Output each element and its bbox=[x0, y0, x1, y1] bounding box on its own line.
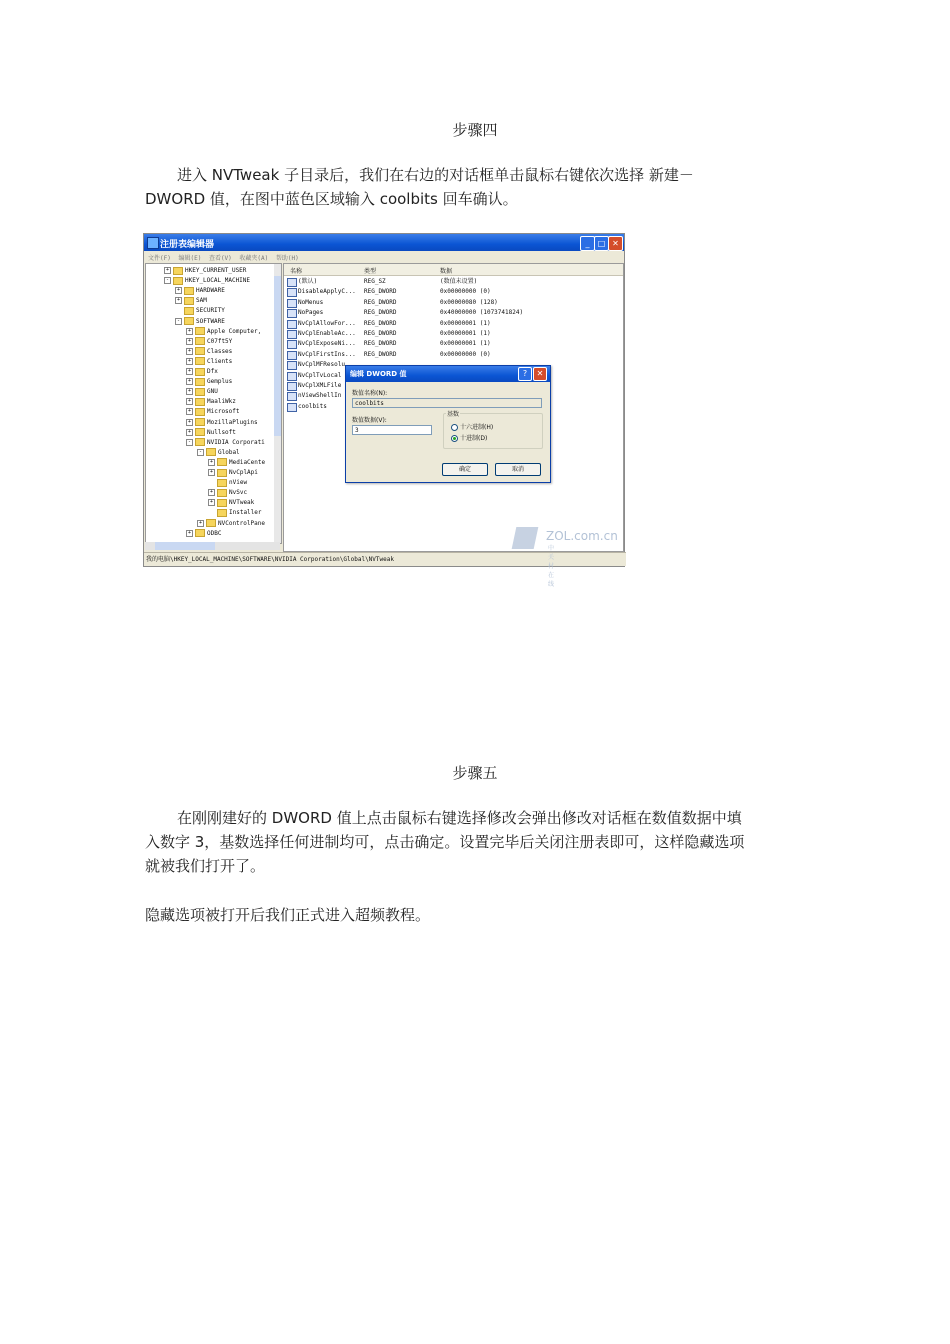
tree-item-label: MediaCente bbox=[229, 458, 266, 466]
value-name: NvCplExposeNi... bbox=[298, 340, 356, 348]
menu-edit[interactable]: 编辑(E) bbox=[178, 255, 202, 262]
expand-icon[interactable]: + bbox=[176, 287, 180, 294]
tree-item-label: NVControlPane bbox=[218, 519, 265, 527]
value-name: NoMenus bbox=[298, 298, 324, 306]
folder-icon bbox=[217, 499, 227, 507]
tree-item-label: C07ft5Y bbox=[207, 337, 233, 345]
value-name: DisableApplyC... bbox=[298, 288, 356, 296]
tree-horizontal-scrollbar[interactable] bbox=[145, 542, 280, 550]
folder-icon bbox=[206, 448, 216, 456]
tree-item-label: Gemplus bbox=[207, 378, 233, 386]
folder-icon bbox=[195, 357, 205, 365]
registry-value-row[interactable] bbox=[284, 350, 623, 360]
value-name: nViewShellIn bbox=[298, 392, 342, 400]
value-data: (数值未设置) bbox=[440, 278, 478, 285]
registry-value-row[interactable] bbox=[284, 339, 623, 349]
folder-icon bbox=[195, 428, 205, 436]
registry-value-icon bbox=[287, 340, 297, 349]
close-icon[interactable]: ✕ bbox=[608, 236, 623, 251]
value-data: 0x40000000 (1073741824) bbox=[440, 309, 524, 317]
closing-note: 隐藏选项被打开后我们正式进入超频教程。 bbox=[145, 906, 431, 924]
menu-help[interactable]: 帮助(H) bbox=[275, 255, 299, 262]
value-data-label: 数值数据(V): bbox=[352, 417, 387, 424]
tree-item-label: GNU bbox=[207, 388, 218, 396]
expand-icon[interactable]: + bbox=[187, 408, 191, 415]
value-type: REG_DWORD bbox=[364, 340, 397, 348]
folder-icon bbox=[195, 418, 205, 426]
registry-value-icon bbox=[287, 278, 297, 287]
tree-item[interactable] bbox=[186, 377, 232, 387]
window-title: 注册表编辑器 bbox=[160, 240, 215, 250]
folder-icon bbox=[195, 408, 205, 416]
status-bar: 我的电脑\HKEY_LOCAL_MACHINE\SOFTWARE\NVIDIA Corporation\Global\NVTweak bbox=[144, 552, 626, 566]
folder-icon bbox=[195, 378, 205, 386]
folder-icon bbox=[195, 337, 205, 345]
expand-icon[interactable]: + bbox=[187, 337, 191, 344]
folder-icon bbox=[184, 317, 194, 325]
folder-icon bbox=[184, 307, 194, 315]
tree-item[interactable] bbox=[208, 478, 247, 488]
expand-icon[interactable]: + bbox=[187, 398, 191, 405]
registry-value-icon bbox=[287, 309, 297, 318]
registry-value-icon bbox=[287, 288, 297, 297]
cancel-button[interactable]: 取消 bbox=[495, 463, 541, 476]
tree-item-label: MozillaPlugins bbox=[207, 418, 258, 426]
expand-icon[interactable]: - bbox=[165, 277, 169, 284]
step5-line-1: 在刚刚建好的 DWORD 值上点击鼠标右键选择修改会弹出修改对话框在数值数据中填 bbox=[177, 809, 742, 827]
registry-value-row[interactable] bbox=[284, 319, 623, 329]
tree-item-label: SECURITY bbox=[196, 307, 225, 315]
radio-decimal-label: 十进制(D) bbox=[460, 435, 488, 442]
value-data: 0x00000001 (1) bbox=[440, 340, 491, 348]
expand-icon[interactable]: - bbox=[198, 448, 202, 455]
tree-item-label: Nullsoft bbox=[207, 428, 236, 436]
value-data-field[interactable]: 3 bbox=[352, 425, 432, 435]
tree-item-label: HKEY_LOCAL_MACHINE bbox=[185, 277, 251, 285]
registry-value-icon bbox=[287, 372, 297, 381]
folder-icon bbox=[195, 368, 205, 376]
tree-item[interactable] bbox=[208, 488, 247, 498]
expand-icon[interactable]: + bbox=[209, 458, 213, 465]
menubar bbox=[144, 251, 624, 262]
tree-item-label: nView bbox=[229, 479, 248, 487]
folder-icon bbox=[217, 458, 227, 466]
tree-item-label: ODBC bbox=[207, 529, 222, 537]
tree-item-label: SAM bbox=[196, 297, 207, 305]
column-type[interactable]: 类型 bbox=[364, 268, 377, 275]
tree-item-label: MaaliWkz bbox=[207, 398, 236, 406]
registry-value-icon bbox=[287, 320, 297, 329]
tree-item-label: Apple Computer, bbox=[207, 327, 262, 335]
value-data: 0x00000001 (1) bbox=[440, 330, 491, 337]
registry-value-icon bbox=[287, 392, 297, 401]
dialog-close-icon[interactable]: ✕ bbox=[533, 367, 547, 381]
tree-item-label: HKEY_CURRENT_USER bbox=[185, 267, 247, 274]
expand-icon[interactable]: + bbox=[187, 368, 191, 374]
radio-decimal[interactable] bbox=[451, 433, 487, 442]
expand-icon[interactable]: + bbox=[187, 418, 191, 425]
value-name: NoPages bbox=[298, 309, 324, 317]
registry-value-icon bbox=[287, 351, 297, 360]
step4-paragraph bbox=[145, 163, 810, 211]
value-name: NvCplTvLocal bbox=[298, 371, 342, 379]
expand-icon[interactable]: + bbox=[187, 388, 191, 395]
value-data: 0x00000001 (1) bbox=[440, 319, 491, 327]
expand-icon[interactable]: + bbox=[187, 428, 191, 435]
folder-icon bbox=[173, 277, 183, 285]
tree-item[interactable] bbox=[164, 266, 246, 276]
expand-icon[interactable]: + bbox=[209, 469, 213, 475]
registry-value-row[interactable] bbox=[284, 287, 623, 297]
column-name[interactable]: 名称 bbox=[290, 268, 303, 275]
dialog-title: 编辑 DWORD 值 bbox=[350, 370, 407, 378]
expand-icon[interactable]: + bbox=[187, 357, 191, 364]
registry-value-row[interactable] bbox=[284, 298, 623, 308]
folder-icon bbox=[195, 529, 205, 537]
value-data: 0x00000000 (0) bbox=[440, 288, 491, 296]
tree-item[interactable] bbox=[186, 407, 240, 417]
radio-hex-dot[interactable] bbox=[451, 424, 458, 431]
expand-icon[interactable]: + bbox=[209, 489, 213, 496]
tree-item-label: NvCplApi bbox=[229, 469, 258, 476]
step4-line-1: 进入 NVTweak 子目录后，我们在右边的对话框单击鼠标右键依次选择 新建－ bbox=[177, 166, 694, 184]
value-data: 0x00000000 (0) bbox=[440, 350, 491, 358]
value-name: coolbits bbox=[298, 402, 327, 410]
folder-icon bbox=[217, 469, 227, 477]
maximize-icon[interactable]: □ bbox=[594, 236, 609, 251]
value-name-field[interactable]: coolbits bbox=[352, 398, 542, 408]
tree-item[interactable] bbox=[186, 337, 232, 347]
menu-file[interactable]: 文件(F) bbox=[148, 255, 171, 262]
tree-item[interactable] bbox=[197, 519, 265, 529]
tree-item[interactable] bbox=[197, 448, 240, 458]
value-data: 0x00000080 (128) bbox=[440, 298, 498, 306]
value-type: REG_DWORD bbox=[364, 309, 397, 317]
step5-heading: 步骤五 bbox=[452, 764, 498, 782]
folder-icon bbox=[217, 509, 227, 517]
registry-editor-screenshot bbox=[143, 233, 625, 588]
tree-item-label: Global bbox=[218, 448, 240, 456]
tree-item-label: HARDWARE bbox=[196, 287, 225, 295]
folder-icon bbox=[217, 489, 227, 497]
value-type: REG_DWORD bbox=[364, 288, 397, 296]
base-groupbox bbox=[443, 413, 543, 449]
registry-value-icon bbox=[287, 382, 297, 391]
folder-icon bbox=[195, 327, 205, 335]
tree-item-label: Installer bbox=[229, 509, 262, 517]
tree-item[interactable] bbox=[175, 306, 225, 316]
radio-hex[interactable] bbox=[451, 422, 493, 431]
registry-tree bbox=[145, 263, 282, 544]
watermark-subtext: 中关村在线 bbox=[548, 545, 555, 588]
expand-icon[interactable]: - bbox=[176, 317, 180, 324]
folder-icon bbox=[195, 347, 205, 355]
tree-item[interactable] bbox=[186, 529, 221, 539]
registry-value-icon bbox=[287, 299, 297, 308]
value-name: NvCplXMLFile bbox=[298, 382, 342, 389]
tree-item-label: Microsoft bbox=[207, 408, 240, 416]
tree-item[interactable] bbox=[186, 397, 236, 407]
zol-logo-icon bbox=[512, 527, 539, 549]
value-name: NvCplFirstIns... bbox=[298, 350, 356, 358]
registry-value-icon bbox=[287, 361, 297, 370]
folder-icon bbox=[217, 479, 227, 487]
minimize-icon[interactable]: _ bbox=[580, 236, 595, 251]
folder-icon bbox=[206, 519, 216, 527]
tree-item[interactable] bbox=[186, 357, 232, 367]
registry-value-icon bbox=[287, 403, 297, 412]
tree-item[interactable] bbox=[186, 327, 261, 337]
tree-item[interactable] bbox=[186, 387, 218, 397]
registry-value-row[interactable] bbox=[284, 308, 623, 318]
tree-item-label: SOFTWARE bbox=[196, 317, 225, 325]
tree-item-label: NvSvc bbox=[229, 489, 248, 497]
regedit-icon bbox=[147, 237, 159, 249]
ok-button[interactable]: 确定 bbox=[442, 463, 488, 476]
tree-item-label: Clients bbox=[207, 357, 233, 365]
help-icon[interactable]: ? bbox=[518, 367, 532, 381]
radio-decimal-dot[interactable] bbox=[451, 435, 458, 442]
watermark-text: ZOL.com.cn bbox=[546, 529, 618, 543]
expand-icon[interactable]: + bbox=[187, 378, 191, 385]
tree-item[interactable] bbox=[208, 508, 262, 518]
value-type: REG_DWORD bbox=[364, 350, 397, 358]
tree-item[interactable] bbox=[175, 317, 225, 327]
registry-value-row[interactable] bbox=[284, 277, 623, 287]
tree-item[interactable] bbox=[208, 498, 254, 508]
expand-icon[interactable]: + bbox=[165, 267, 169, 273]
expand-icon[interactable]: - bbox=[187, 438, 191, 445]
folder-icon bbox=[195, 398, 205, 406]
tree-item[interactable] bbox=[186, 418, 258, 428]
dialog-titlebar bbox=[346, 366, 550, 382]
edit-dword-dialog bbox=[345, 365, 551, 483]
tree-item-label: NVIDIA Corporati bbox=[207, 438, 265, 446]
window-titlebar bbox=[144, 234, 624, 251]
tree-item[interactable] bbox=[186, 367, 218, 377]
base-label: 基数 bbox=[447, 411, 460, 418]
folder-icon bbox=[195, 438, 205, 446]
step4-heading: 步骤四 bbox=[452, 121, 498, 139]
tree-item[interactable] bbox=[208, 458, 265, 468]
folder-icon bbox=[184, 287, 194, 295]
tree-scrollbar[interactable] bbox=[274, 264, 281, 543]
tree-item[interactable] bbox=[175, 286, 225, 296]
column-data[interactable]: 数据 bbox=[440, 268, 453, 275]
expand-icon[interactable]: + bbox=[198, 519, 202, 526]
folder-icon bbox=[184, 297, 194, 305]
registry-value-icon bbox=[287, 330, 297, 339]
tree-item[interactable] bbox=[186, 438, 265, 448]
folder-icon bbox=[173, 267, 183, 275]
expand-icon[interactable]: + bbox=[187, 529, 191, 536]
list-header bbox=[284, 264, 623, 276]
expand-icon[interactable]: + bbox=[187, 327, 191, 334]
folder-icon bbox=[195, 388, 205, 396]
radio-hex-label: 十六进制(H) bbox=[460, 424, 494, 431]
value-type: REG_DWORD bbox=[364, 319, 397, 327]
menu-favorites[interactable]: 收藏夹(A) bbox=[239, 255, 269, 262]
tree-item[interactable] bbox=[186, 428, 236, 438]
step4-line-2: DWORD 值，在图中蓝色区域输入 coolbits 回车确认。 bbox=[145, 190, 518, 208]
step5-line-3: 就被我们打开了。 bbox=[145, 857, 266, 875]
value-name: NvCplEnableAc... bbox=[298, 330, 356, 337]
step5-line-2: 入数字 3，基数选择任何进制均可，点击确定。设置完毕后关闭注册表即可，这样隐藏选项 bbox=[145, 833, 745, 851]
expand-icon[interactable]: + bbox=[209, 499, 213, 506]
value-name: NvCplMFResolu bbox=[298, 361, 345, 369]
value-name: NvCplAllowFor... bbox=[298, 319, 356, 327]
tree-item-label: NVTweak bbox=[229, 499, 255, 507]
tree-item[interactable] bbox=[208, 468, 258, 478]
value-type: REG_DWORD bbox=[364, 298, 397, 306]
tree-item[interactable] bbox=[186, 347, 232, 357]
value-name: (默认) bbox=[298, 278, 318, 285]
expand-icon[interactable]: + bbox=[176, 297, 180, 304]
tree-item[interactable] bbox=[164, 276, 250, 286]
menu-view[interactable]: 查看(V) bbox=[208, 255, 232, 262]
value-type: REG_SZ bbox=[364, 278, 386, 285]
expand-icon[interactable]: + bbox=[187, 347, 191, 354]
registry-value-row[interactable] bbox=[284, 329, 623, 339]
tree-item-label: Classes bbox=[207, 347, 233, 355]
tree-item-label: Dfx bbox=[207, 368, 218, 375]
value-type: REG_DWORD bbox=[364, 330, 397, 337]
value-name-label: 数值名称(N): bbox=[352, 390, 388, 397]
step5-paragraph bbox=[145, 806, 810, 878]
tree-item[interactable] bbox=[175, 296, 207, 306]
